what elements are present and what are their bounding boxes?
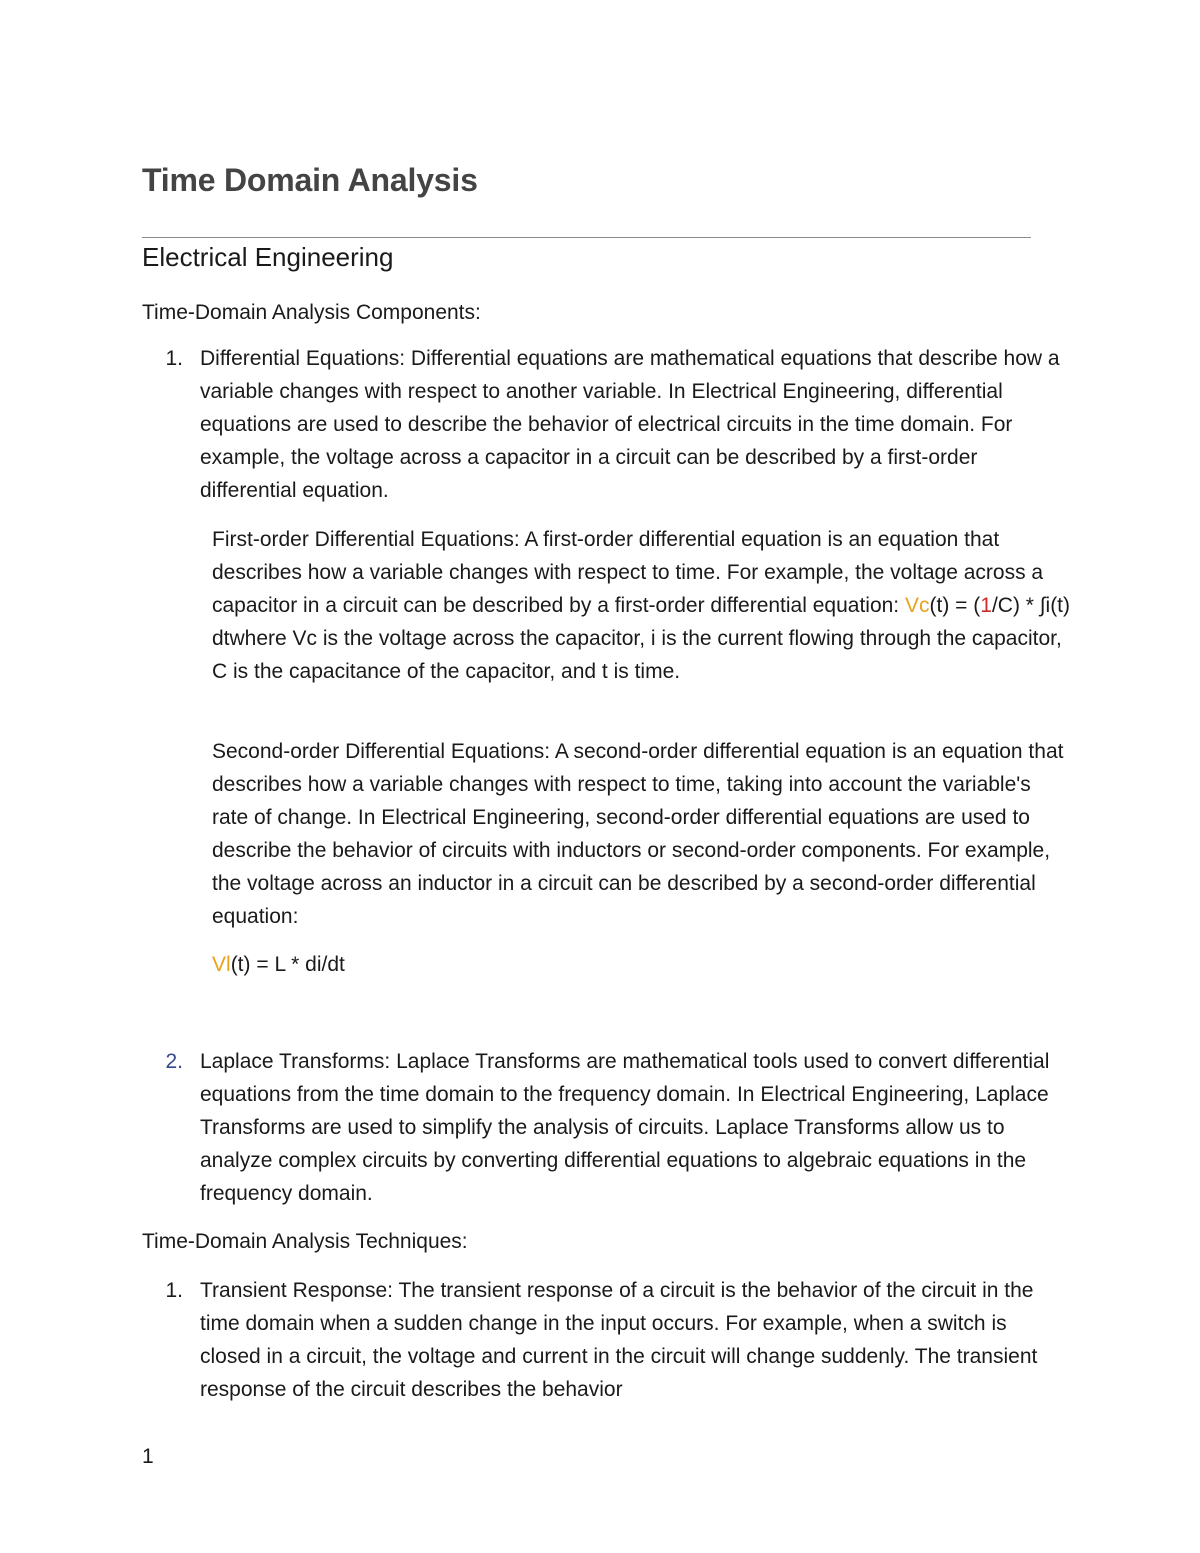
list-item-laplace-transforms: Laplace Transforms: Laplace Transforms are mathematical tools used to convert differential equations from the time domain to the frequency domain. In Electrical Engineering, Laplace Transforms are used to simplify the analysis of circuits. Laplace Transforms allow us to analyze complex circuits by converting differential equations to algebraic equations in the frequency domain. — [200, 1050, 1050, 1205]
inductor-equation — [212, 948, 1072, 981]
equation-part: /C) * ∫i(t) dt — [212, 594, 1071, 650]
list-number: 1. — [165, 347, 183, 370]
list-item-transient-response: Transient Response: The transient response of a circuit is the behavior of the circuit in the time domain when a sudden change in the input occurs. For example, when a switch is closed in a circuit, the voltage and current in the circuit will change suddenly. The transient response of the circuit describes the behavior — [200, 1279, 1038, 1401]
list-item-differential-equations: Differential Equations: Differential equations are mathematical equations that describe how a variable changes with respect to another variable. In Electrical Engineering, differential equations are used to describe the behavior of electrical circuits in the time domain. For example, the voltage across a capacitor in a circuit can be described by a first-order differential equation. — [200, 347, 1060, 502]
first-order-tail: where Vc is the voltage across the capacitor, i is the current flowing through the capacitor, C is the capacitance of the capacitor, and t is time. — [212, 627, 1062, 683]
equation-part: (t) = L * di/dt — [230, 953, 345, 976]
first-order-paragraph — [212, 523, 1072, 688]
page-number: 1 — [142, 1445, 154, 1468]
techniques-heading: Time-Domain Analysis Techniques: — [142, 1230, 468, 1253]
first-order-intro: First-order Differential Equations: A first-order differential equation is an equation that describes how a variable changes with respect to time. For example, the voltage across a capacitor in a circuit can be described by a first-order differential equation: — [212, 528, 1044, 617]
equation-part: (t) = ( — [929, 594, 981, 617]
section-subtitle: Electrical Engineering — [142, 242, 394, 272]
equation-variable-vc: Vc — [904, 594, 930, 617]
list-number: 1. — [165, 1279, 183, 1302]
equation-variable-vl: Vl — [212, 953, 231, 976]
second-order-paragraph: Second-order Differential Equations: A second-order differential equation is an equation that describes how a variable changes with respect to time, taking into account the variable's rate of change. In Electrical Engineering, second-order differential equations are used to describe the behavior of circuits with inductors or second-order components. For example, the voltage across an inductor in a circuit can be described by a second-order differential equation: — [212, 740, 1064, 928]
equation-one: 1 — [980, 594, 992, 617]
list-number: 2. — [165, 1050, 183, 1073]
title-divider — [142, 237, 1031, 238]
components-heading: Time-Domain Analysis Components: — [142, 301, 481, 324]
page-title: Time Domain Analysis — [142, 162, 478, 198]
